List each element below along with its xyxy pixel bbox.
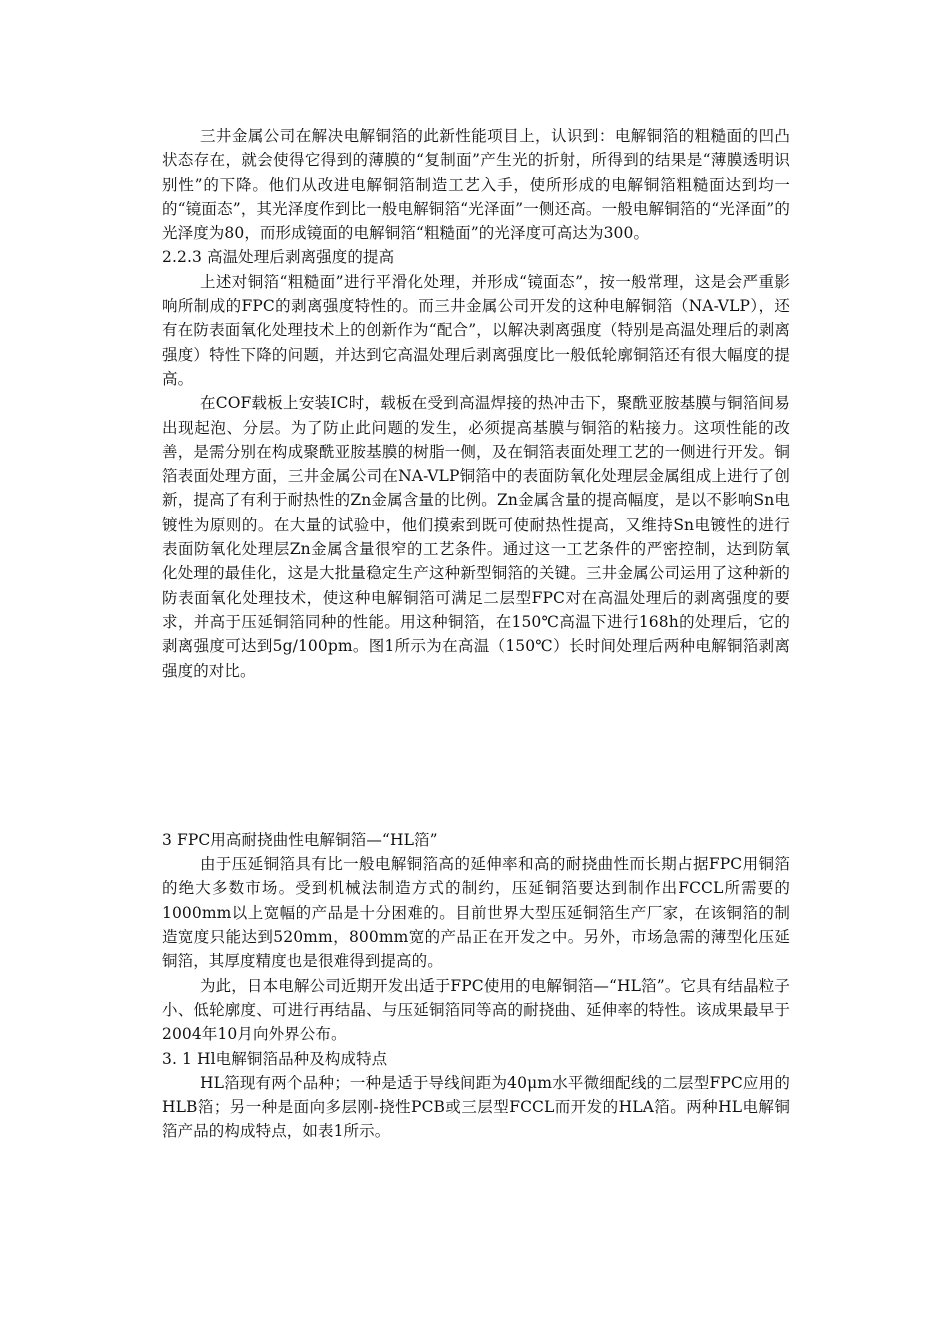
paragraph-mirror-surface: 三井金属公司在解决电解铜箔的此新性能项目上，认识到：电解铜箔的粗糙面的凹凸状态存在，就会使得它得到的薄膜的“复制面”产生光的折射，所得到的结果是“薄膜透明识别性”的下降。他们从改进电解铜箔制造工艺入手，使所形成的电解铜箔粗糙面达到均一的“镜面态”，其光泽度作到比一般电解铜箔“光泽面”一侧还高。一般电解铜箔的“光泽面”的光泽度为80，而形成镜面的电解铜箔“粗糙面”的光泽度可高达为300。 xyxy=(162,127,790,243)
figure-placeholder-gap xyxy=(162,683,790,828)
document-page xyxy=(162,124,790,1144)
section-heading-3: 3 FPC用高耐挠曲性电解铜箔—“HL箔” xyxy=(162,830,438,849)
paragraph-hl-foil-intro: 为此，日本电解公司近期开发出适于FPC使用的电解铜箔—“HL箔”。它具有结晶粒子小、低轮廓度、可进行再结晶、与压延铜箔同等高的耐挠曲、延伸率的特性。该成果最早于2004年10月向外界公布。 xyxy=(162,976,790,1044)
paragraph-hl-varieties: HL箔现有两个品种；一种是适于导线间距为40μm水平微细配线的二层型FPC应用的HLB箔；另一种是面向多层刚-挠性PCB或三层型FCCL而开发的HLA箔。两种HL电解铜箔产品的构成特点，如表1所示。 xyxy=(162,1073,790,1141)
section-heading-3-1: 3. 1 Hl电解铜箔品种及构成特点 xyxy=(162,1049,388,1068)
paragraph-rolled-copper: 由于压延铜箔具有比一般电解铜箔高的延伸率和高的耐挠曲性而长期占据FPC用铜箔的绝大多数市场。受到机械法制造方式的制约，压延铜箔要达到制作出FCCL所需要的1000mm以上宽幅的产品是十分困难的。目前世界大型压延铜箔生产厂家，在该铜箔的制造宽度只能达到520mm，800mm宽的产品正在开发之中。另外，市场急需的薄型化压延铜箔，其厚度精度也是很难得到提高的。 xyxy=(162,855,790,971)
section-heading-2-2-3: 2.2.3 高温处理后剥离强度的提高 xyxy=(162,248,395,267)
paragraph-cof-ic-mounting: 在COF载板上安装IC时，载板在受到高温焊接的热冲击下，聚酰亚胺基膜与铜箔间易出现起泡、分层。为了防止此问题的发生，必须提高基膜与铜箔的粘接力。这项性能的改善，是需分别在构成聚酰亚胺基膜的树脂一侧，及在铜箔表面处理工艺的一侧进行开发。铜箔表面处理方面，三井金属公司在NA-VLP铜箔中的表面防氧化处理层金属组成上进行了创新，提高了有利于耐热性的Zn金属含量的比例。Zn金属含量的提高幅度，是以不影响Sn电镀性为原则的。在大量的试验中，他们摸索到既可使耐热性提高，又维持Sn电镀性的进行表面防氧化处理层Zn金属含量很窄的工艺条件。通过这一工艺条件的严密控制，达到防氧化处理的最佳化，这是大批量稳定生产这种新型铜箔的关键。三井金属公司运用了这种新的防表面氧化处理技术，使这种电解铜箔可满足二层型FPC对在高温处理后的剥离强度的要求，并高于压延铜箔同种的性能。用这种铜箔，在150℃高温下进行168h的处理后，它的剥离强度可达到5g/100pm。图1所示为在高温（150℃）长时间处理后两种电解铜箔剥离强度的对比。 xyxy=(162,394,790,680)
paragraph-peel-strength: 上述对铜箔“粗糙面”进行平滑化处理，并形成“镜面态”，按一般常理，这是会严重影响所制成的FPC的剥离强度特性的。而三井金属公司开发的这种电解铜箔（NA-VLP），还有在防表面氧化处理技术上的创新作为“配合”，以解决剥离强度（特别是高温处理后的剥离强度）特性下降的问题，并达到它高温处理后剥离强度比一般低轮廓铜箔还有很大幅度的提高。 xyxy=(162,272,790,388)
